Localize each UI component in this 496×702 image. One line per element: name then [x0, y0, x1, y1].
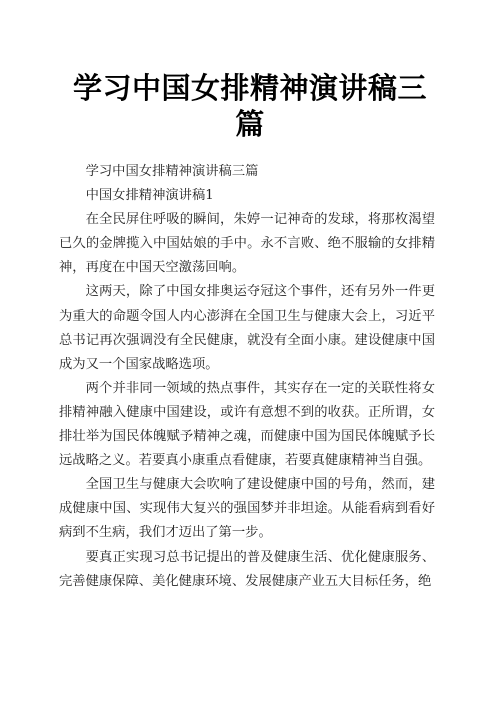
section-heading: 中国女排精神演讲稿1	[85, 188, 214, 204]
document-title: 学习中国女排精神演讲稿三篇	[72, 71, 427, 141]
body-paragraph: 在全民屏住呼吸的瞬间，朱婷一记神奇的发球，将那枚渴望已久的金牌揽入中国姑娘的手中。永不言败、绝不服输的女排精神，再度在中国天空激荡回响。	[59, 212, 435, 276]
subtitle-paragraph: 学习中国女排精神演讲稿三篇	[85, 164, 259, 179]
body-paragraph: 这两天，除了中国女排奥运夺冠这个事件，还有另外一件更为重大的命题令国人内心澎湃在全国卫生与健康大会上，习近平总书记再次强调没有全民健康，就没有全面小康。建设健康中国成为又一个国家战略选项。	[59, 284, 435, 372]
body-paragraph: 全国卫生与健康大会吹响了建设健康中国的号角，然而，建成健康中国、实现伟大复兴的强国梦并非坦途。从能看病到看好病到不生病，我们才迈出了第一步。	[59, 477, 435, 541]
document-body	[59, 160, 435, 594]
body-paragraph: 两个并非同一领域的热点事件，其实存在一定的关联性将女排精神融入健康中国建设，或许有意想不到的收获。正所谓，女排壮举为国民体魄赋予精神之魂，而健康中国为国民体魄赋予长远战略之义。若要真小康重点看健康，若要真健康精神当自强。	[59, 380, 435, 469]
body-paragraph: 要真正实现习总书记提出的普及健康生活、优化健康服务、完善健康保障、美化健康环境、发展健康产业五大目标任务，绝	[59, 549, 435, 589]
